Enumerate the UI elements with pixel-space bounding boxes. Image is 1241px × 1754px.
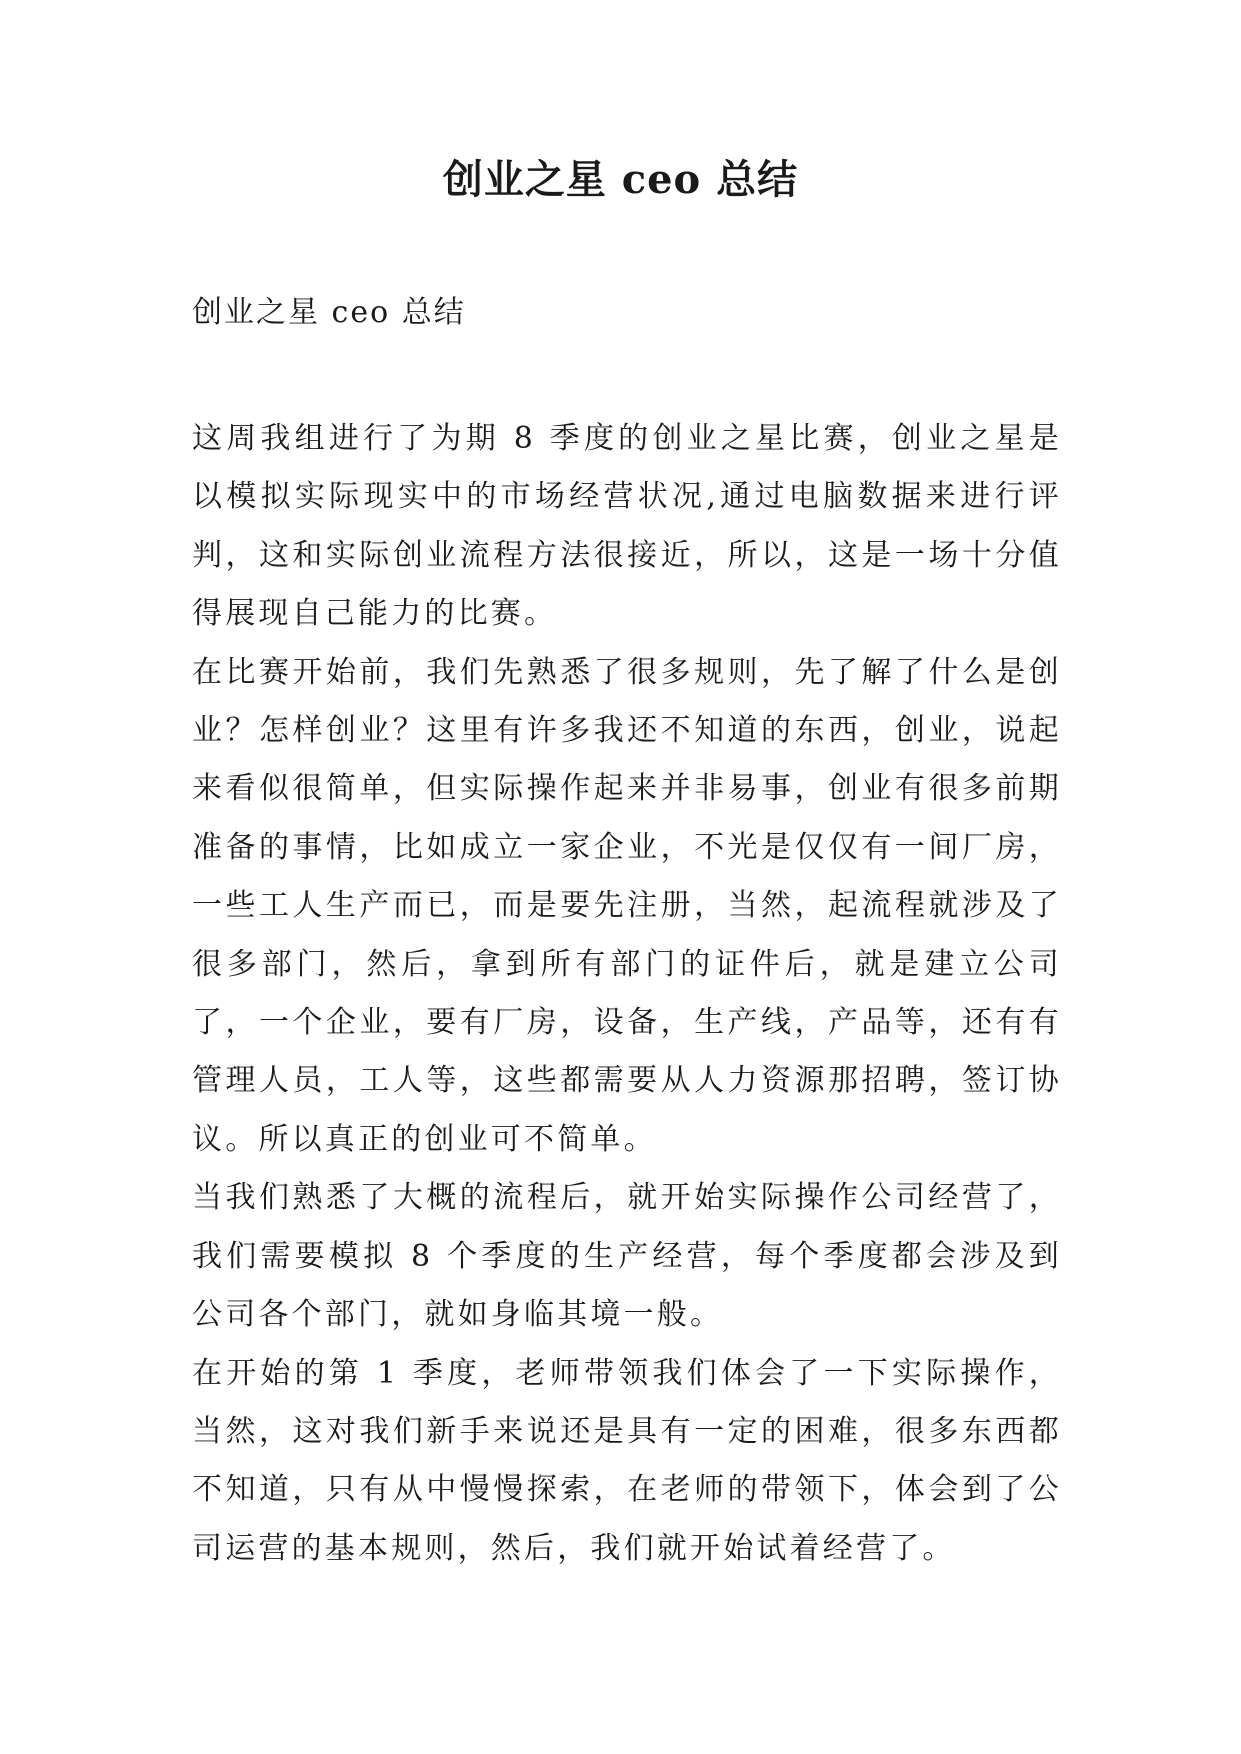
- document-title: 创业之星 ceo 总结: [442, 156, 799, 203]
- paragraph: 当我们熟悉了大概的流程后，就开始实际操作公司经营了，我们需要模拟 8 个季度的生产经营，每个季度都会涉及到公司各个部门，就如身临其境一般。: [192, 1180, 1062, 1333]
- paragraph: 在开始的第 1 季度，老师带领我们体会了一下实际操作，当然，这对我们新手来说还是具有一定的困难，很多东西都不知道，只有从中慢慢探索，在老师的带领下，体会到了公司运营的基本规则，然后，我们就开始试着经营了。: [192, 1355, 1062, 1566]
- document-body: [192, 410, 1062, 1578]
- paragraph: 这周我组进行了为期 8 季度的创业之星比赛，创业之星是以模拟实际现实中的市场经营状况,通过电脑数据来进行评判，这和实际创业流程方法很接近，所以，这是一场十分值得展现自己能力的比赛。: [192, 421, 1062, 632]
- paragraph: 在比赛开始前，我们先熟悉了很多规则，先了解了什么是创业？怎样创业？这里有许多我还不知道的东西，创业，说起来看似很简单，但实际操作起来并非易事，创业有很多前期准备的事情，比如成立一家企业，不光是仅仅有一间厂房，一些工人生产而已，而是要先注册，当然，起流程就涉及了很多部门，然后，拿到所有部门的证件后，就是建立公司了，一个企业，要有厂房，设备，生产线，产品等，还有有管理人员，工人等，这些都需要从人力资源那招聘，签订协议。所以真正的创业可不简单。: [192, 654, 1062, 1157]
- document-subtitle: 创业之星 ceo 总结: [192, 295, 466, 330]
